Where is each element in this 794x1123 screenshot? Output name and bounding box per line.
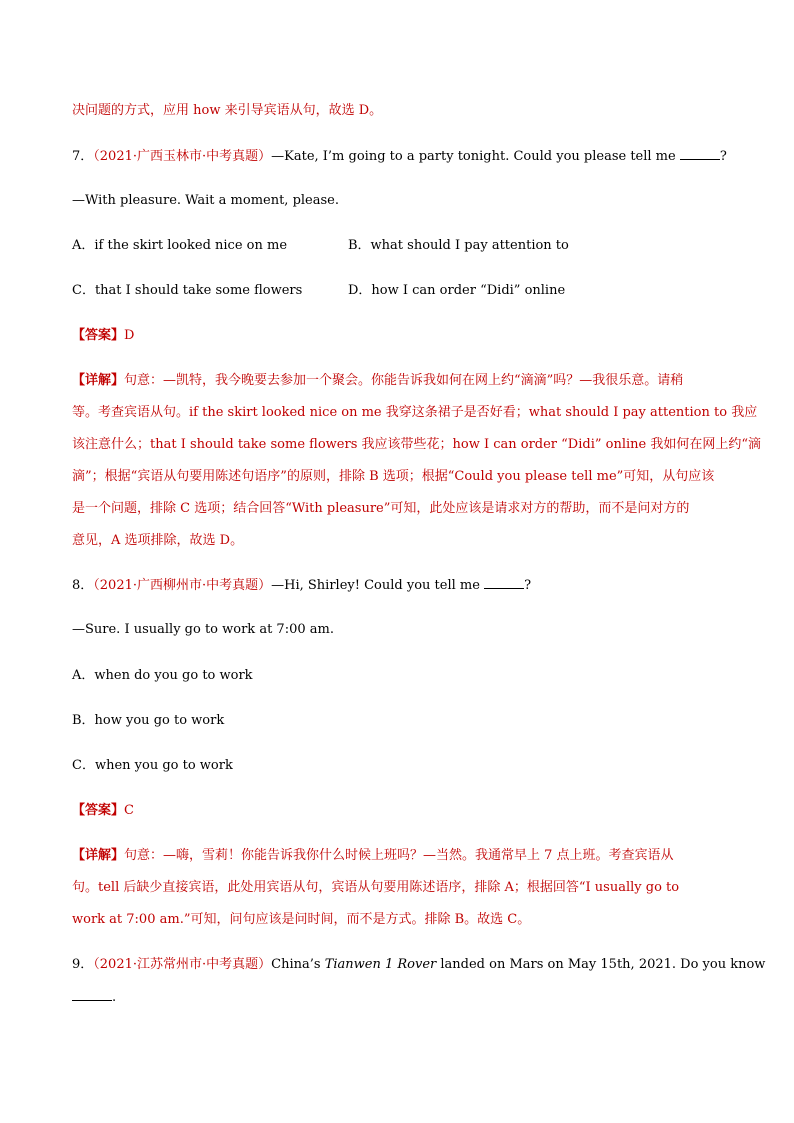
question-text-cont: landed on Mars on May 15th, 2021. Do you know xyxy=(436,957,766,972)
answer-label: 【答案】 xyxy=(72,803,125,818)
detail-7-line-5: 是一个问题，排除 C 选项；结合回答“With pleasure”可知，此处应该是请求对方的帮助，而不是问对方的 xyxy=(72,501,690,516)
option-b: B．what should I pay attention to xyxy=(348,238,569,253)
option-b: B．how you go to work xyxy=(72,713,225,728)
question-text: —Hi, Shirley! Could you tell me xyxy=(271,578,480,593)
question-end: . xyxy=(112,990,117,1005)
answer-8 xyxy=(72,803,134,819)
detail-8-line-2: 句。tell 后缺少直接宾语，此处用宾语从句，宾语从句要用陈述语序，排除 A；根据回答“I usually go to xyxy=(72,880,680,895)
answer-label: 【答案】 xyxy=(72,328,125,343)
detail-7-line-2: 等。考查宾语从句。if the skirt looked nice on me 我穿这条裙子是否好看；what should I pay attention to 我应 xyxy=(72,405,758,420)
option-c: C．that I should take some flowers xyxy=(72,283,303,298)
detail-text: 句意：—凯特，我今晚要去参加一个聚会。你能告诉我如何在网上约“滴滴”吗？—我很乐意。请稍 xyxy=(124,373,684,388)
detail-label: 【详解】 xyxy=(72,848,125,863)
option-c: C．when you go to work xyxy=(72,758,233,773)
detail-8-line-1 xyxy=(72,848,674,864)
detail-text: 句意：—嗨，雪莉！你能告诉我你什么时候上班吗？—当然。我通常早上 7 点上班。考查宾语从 xyxy=(124,848,674,863)
detail-7-line-4: 滴”；根据“宾语从句要用陈述句语序”的原则，排除 B 选项；根据“Could you please tell me”可知，从句应该 xyxy=(72,469,715,484)
option-a: A．if the skirt looked nice on me xyxy=(72,238,288,253)
question-number: 8． xyxy=(72,578,94,593)
answer-blank xyxy=(680,148,720,160)
answer-7 xyxy=(72,328,134,344)
detail-8-line-3: work at 7:00 am.”可知，问句应该是问时间，而不是方式。排除 B。故选 C。 xyxy=(72,912,531,927)
question-number: 9． xyxy=(72,957,94,972)
question-text: —Kate, I’m going to a party tonight. Could you please tell me xyxy=(271,149,676,164)
answer-value: D xyxy=(124,328,135,343)
question-8-reply: —Sure. I usually go to work at 7:00 am. xyxy=(72,622,334,637)
question-7-reply: —With pleasure. Wait a moment, please. xyxy=(72,193,339,208)
question-8-stem xyxy=(72,577,531,594)
question-end: ? xyxy=(719,149,727,164)
question-9-stem xyxy=(72,957,765,973)
detail-7-line-6: 意见，A 选项排除，故选 D。 xyxy=(72,533,244,548)
question-source: （2021·广西玉林市·中考真题） xyxy=(93,149,272,164)
option-d: D．how I can order “Didi” online xyxy=(348,283,566,298)
question-9-blank-line xyxy=(72,989,116,1006)
question-source: （2021·广西柳州市·中考真题） xyxy=(93,578,272,593)
detail-7-line-3: 该注意什么；that I should take some flowers 我应该带些花；how I can order “Didi” online 我如何在网上约“滴 xyxy=(72,437,762,452)
intro-tail: 决问题的方式，应用 how 来引导宾语从句，故选 D。 xyxy=(72,103,383,118)
question-end: ? xyxy=(524,578,532,593)
answer-blank xyxy=(484,577,524,589)
question-number: 7． xyxy=(72,149,94,164)
question-source: （2021·江苏常州市·中考真题） xyxy=(93,957,272,972)
answer-blank xyxy=(72,989,112,1001)
detail-label: 【详解】 xyxy=(72,373,125,388)
answer-value: C xyxy=(124,803,134,818)
option-a: A．when do you go to work xyxy=(72,668,253,683)
question-text: China’s xyxy=(271,957,325,972)
question-7-stem xyxy=(72,148,727,165)
detail-7-line-1 xyxy=(72,373,683,389)
rover-name: Tianwen 1 Rover xyxy=(324,957,437,972)
